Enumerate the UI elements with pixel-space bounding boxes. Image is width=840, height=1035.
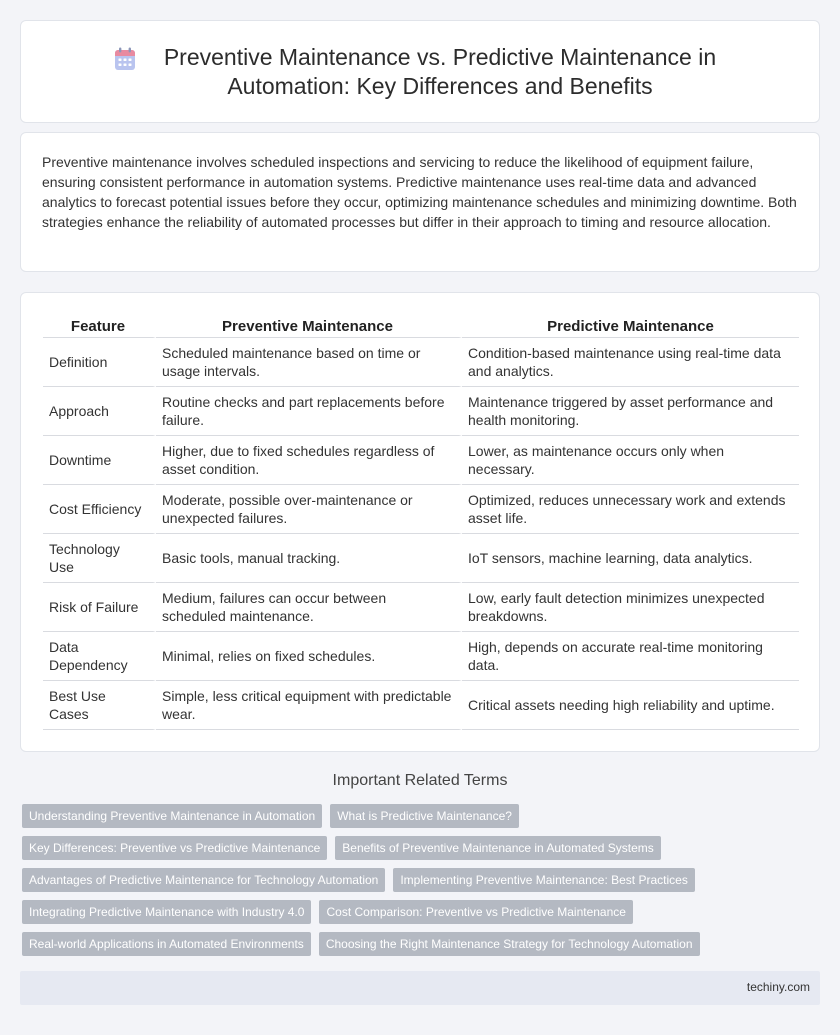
related-term-tag[interactable]: Understanding Preventive Maintenance in Automation bbox=[22, 804, 322, 828]
related-term-tag[interactable]: Integrating Predictive Maintenance with Industry 4.0 bbox=[22, 900, 311, 924]
related-terms-list bbox=[22, 804, 822, 956]
column-header-feature: Feature bbox=[43, 311, 156, 338]
comparison-table bbox=[43, 311, 799, 730]
intro-paragraph: Preventive maintenance involves scheduled inspections and servicing to reduce the likelihood of equipment failure, ensuring consistent performance in automation systems. Predictive maintenance uses real-time data and advanced analytics to forecast potential issues before they occur, optimizing maintenance schedules and minimizing downtime. Both strategies enhance the reliability of automated processes but differ in their approach to timing and resource allocation. bbox=[42, 154, 797, 230]
table-row bbox=[43, 338, 799, 387]
table-row bbox=[43, 583, 799, 632]
table-row bbox=[43, 681, 799, 730]
row-feature-cell: Risk of Failure bbox=[43, 583, 156, 632]
title-card bbox=[20, 20, 820, 123]
row-preventive-cell: Routine checks and part replacements before failure. bbox=[156, 387, 462, 436]
row-predictive-cell: High, depends on accurate real-time monitoring data. bbox=[462, 632, 799, 681]
related-term-tag[interactable]: Real-world Applications in Automated Environments bbox=[22, 932, 311, 956]
row-feature-cell: Technology Use bbox=[43, 534, 156, 583]
table-row bbox=[43, 485, 799, 534]
related-term-tag[interactable]: Choosing the Right Maintenance Strategy for Technology Automation bbox=[319, 932, 700, 956]
row-feature-cell: Cost Efficiency bbox=[43, 485, 156, 534]
row-feature-cell: Approach bbox=[43, 387, 156, 436]
table-row bbox=[43, 387, 799, 436]
row-preventive-cell: Minimal, relies on fixed schedules. bbox=[156, 632, 462, 681]
related-term-tag[interactable]: Benefits of Preventive Maintenance in Automated Systems bbox=[335, 836, 661, 860]
row-preventive-cell: Medium, failures can occur between scheduled maintenance. bbox=[156, 583, 462, 632]
page-title: Preventive Maintenance vs. Predictive Maintenance in Automation: Key Differences and Benefits bbox=[163, 43, 717, 99]
table-row bbox=[43, 436, 799, 485]
row-predictive-cell: Optimized, reduces unnecessary work and extends asset life. bbox=[462, 485, 799, 534]
row-feature-cell: Definition bbox=[43, 338, 156, 387]
column-header-predictive: Predictive Maintenance bbox=[462, 311, 799, 338]
row-predictive-cell: Maintenance triggered by asset performance and health monitoring. bbox=[462, 387, 799, 436]
table-row bbox=[43, 632, 799, 681]
row-preventive-cell: Basic tools, manual tracking. bbox=[156, 534, 462, 583]
row-feature-cell: Best Use Cases bbox=[43, 681, 156, 730]
row-preventive-cell: Simple, less critical equipment with predictable wear. bbox=[156, 681, 462, 730]
row-preventive-cell: Moderate, possible over-maintenance or unexpected failures. bbox=[156, 485, 462, 534]
row-predictive-cell: Lower, as maintenance occurs only when necessary. bbox=[462, 436, 799, 485]
intro-card bbox=[20, 132, 820, 272]
row-predictive-cell: IoT sensors, machine learning, data analytics. bbox=[462, 534, 799, 583]
row-feature-cell: Downtime bbox=[43, 436, 156, 485]
related-term-tag[interactable]: Key Differences: Preventive vs Predictive Maintenance bbox=[22, 836, 327, 860]
related-terms-heading: Important Related Terms bbox=[332, 772, 508, 789]
row-preventive-cell: Scheduled maintenance based on time or usage intervals. bbox=[156, 338, 462, 387]
row-predictive-cell: Critical assets needing high reliability and uptime. bbox=[462, 681, 799, 730]
footer-site-link[interactable]: techiny.com bbox=[746, 980, 810, 994]
row-predictive-cell: Condition-based maintenance using real-time data and analytics. bbox=[462, 338, 799, 387]
comparison-card bbox=[20, 292, 820, 752]
related-term-tag[interactable]: Implementing Preventive Maintenance: Best Practices bbox=[393, 868, 694, 892]
table-header-row bbox=[43, 311, 799, 338]
row-preventive-cell: Higher, due to fixed schedules regardless of asset condition. bbox=[156, 436, 462, 485]
row-predictive-cell: Low, early fault detection minimizes unexpected breakdowns. bbox=[462, 583, 799, 632]
related-term-tag[interactable]: Advantages of Predictive Maintenance for Technology Automation bbox=[22, 868, 385, 892]
footer bbox=[20, 971, 820, 1005]
column-header-preventive: Preventive Maintenance bbox=[156, 311, 462, 338]
related-term-tag[interactable]: What is Predictive Maintenance? bbox=[330, 804, 519, 828]
row-feature-cell: Data Dependency bbox=[43, 632, 156, 681]
table-row bbox=[43, 534, 799, 583]
related-term-tag[interactable]: Cost Comparison: Preventive vs Predictive Maintenance bbox=[319, 900, 632, 924]
